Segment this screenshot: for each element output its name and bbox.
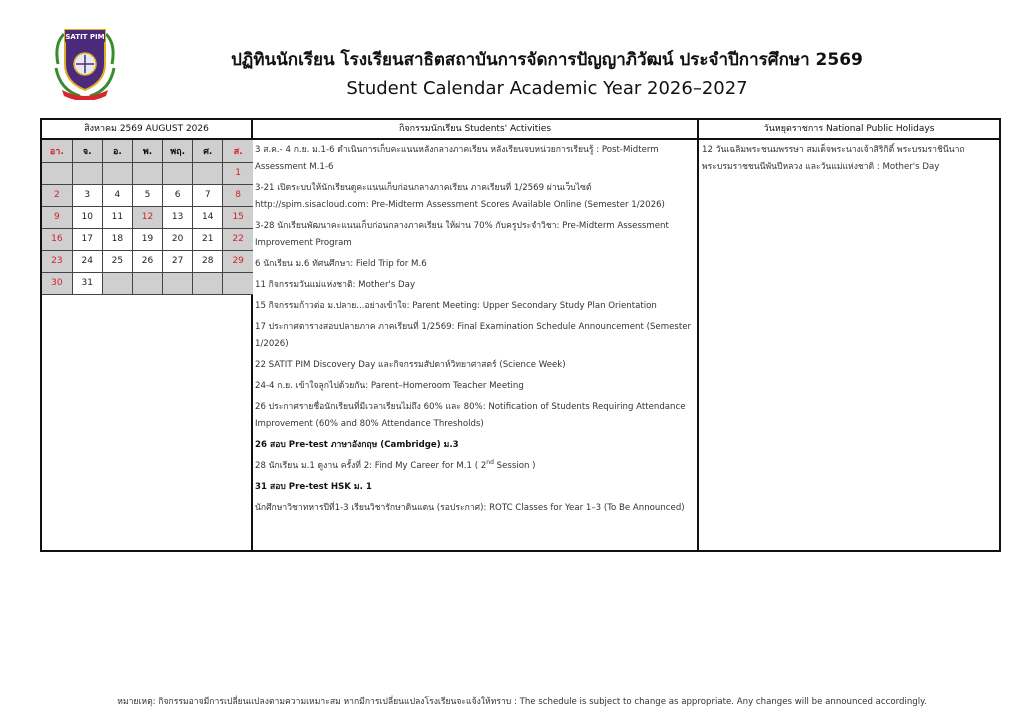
day-cell: 6 [163,184,193,206]
activity-item-career [255,458,695,475]
day-cell: 28 [193,250,223,272]
day-cell: 2 [42,184,72,206]
activity-item: 3-28 นักเรียนพัฒนาคะแนนเก็บก่อนกลางภาคเรียน ให้ผ่าน 70% กับครูประจำวิชา: Pre-Midterm Assessment Improvement Program [255,221,669,248]
day-cell: 30 [42,272,72,294]
weekday-header: พ. [132,140,162,162]
day-cell: 20 [163,228,193,250]
week-row [42,162,253,184]
weekday-header: ศ. [193,140,223,162]
day-cell: 31 [72,272,102,294]
week-row [42,250,253,272]
page-title-english: Student Calendar Academic Year 2026–2027 [346,78,748,99]
activity-item: 11 กิจกรรมวันแม่แห่งชาติ: Mother's Day [255,280,416,290]
holidays-header: วันหยุดราชการ National Public Holidays [699,120,999,140]
day-cell: 14 [193,206,223,228]
activities-column [253,120,699,550]
footer-note: หมายเหตุ: กิจกรรมอาจมีการเปลี่ยนแปลงตามความเหมาะสม หากมีการเปลี่ยนแปลงโรงเรียนจะแจ้งให้ทราบ : The schedule is subject to change as appropriate. Any changes will be announced accordingly. [117,697,927,707]
day-cell: 21 [193,228,223,250]
activity-item: 22 SATIT PIM Discovery Day และกิจกรรมสัปดาห์วิทยาศาสตร์ (Science Week) [255,360,566,370]
day-cell: 4 [102,184,132,206]
activity-item: 24-4 ก.ย. เข้าใจลูกไปด้วยกัน: Parent–Homeroom Teacher Meeting [255,381,524,391]
empty-day-cell [42,162,72,184]
day-cell: 5 [132,184,162,206]
day-cell: 3 [72,184,102,206]
holiday-item: 12 วันเฉลิมพระชนมพรรษา สมเด็จพระนางเจ้าสิริกิติ์ พระบรมราชินีนาถ พระบรมราชชนนีพันปีหลวง และวันแม่แห่งชาติ : Mother's Day [702,145,965,172]
activity-item: นักศึกษาวิชาทหารปีที่1-3 เรียนวิชารักษาดินแดน (รอประกาศ): ROTC Classes for Year 1–3 (To Be Announced) [255,503,685,513]
weekday-header: ส. [223,140,253,162]
activities-header: กิจกรรมนักเรียน Students' Activities [253,120,697,140]
day-cell: 18 [102,228,132,250]
weekday-header: อ. [102,140,132,162]
day-cell: 9 [42,206,72,228]
day-cell: 22 [223,228,253,250]
week-row [42,228,253,250]
day-cell: 12 [132,206,162,228]
activity-item: 3 ส.ค.- 4 ก.ย. ม.1-6 ดำเนินการเก็บคะแนนหลังกลางภาคเรียน หลังเรียนจบหน่วยการเรียนรู้ : Post-Midterm Assessment M.1-6 [255,145,659,172]
weekday-header: พฤ. [163,140,193,162]
empty-day-cell [102,162,132,184]
month-grid [42,140,253,295]
day-cell: 19 [132,228,162,250]
empty-day-cell [132,272,162,294]
activity-item: 3-21 เปิดระบบให้นักเรียนดูคะแนนเก็บก่อนกลางภาคเรียน ภาคเรียนที่ 1/2569 ผ่านเว็บไซต์ http://spim.sisacloud.com: Pre-Midterm Assessment Scores Available Online (Semester 1/2026) [255,183,665,210]
day-cell: 26 [132,250,162,272]
activity-item: 6 นักเรียน ม.6 ทัศนศึกษา: Field Trip for M.6 [255,259,427,269]
empty-day-cell [163,272,193,294]
activity-item-exam: 26 สอบ Pre-test ภาษาอังกฤษ (Cambridge) ม.3 [255,440,459,450]
empty-day-cell [72,162,102,184]
school-crest-icon [50,24,120,100]
calendar-table [40,118,1001,552]
empty-day-cell [193,272,223,294]
holidays-list [699,140,999,178]
weekday-header: จ. [72,140,102,162]
career-superscript: nd [486,459,494,467]
activity-item: 17 ประกาศตารางสอบปลายภาค ภาคเรียนที่ 1/2569: Final Examination Schedule Announcement (Semester 1/2026) [255,322,692,349]
day-cell: 23 [42,250,72,272]
day-cell: 13 [163,206,193,228]
svg-text:SATIT PIM: SATIT PIM [65,33,105,41]
empty-day-cell [193,162,223,184]
day-cell: 25 [102,250,132,272]
page-title-thai: ปฏิทินนักเรียน โรงเรียนสาธิตสถาบันการจัดการปัญญาภิวัฒน์ ประจำปีการศึกษา 2569 [231,50,863,70]
day-cell: 11 [102,206,132,228]
day-cell: 17 [72,228,102,250]
day-cell: 24 [72,250,102,272]
weekday-header: อา. [42,140,72,162]
career-text-end: Session ) [493,461,536,471]
activities-list [253,140,697,521]
week-row [42,184,253,206]
empty-day-cell [163,162,193,184]
week-row [42,206,253,228]
activity-item: 26 ประกาศรายชื่อนักเรียนที่มีเวลาเรียนไม่ถึง 60% และ 80%: Notification of Students Requiring Attendance Improvement (60% and 80% Attendance Thresholds) [255,402,686,429]
activity-item-exam: 31 สอบ Pre-test HSK ม. 1 [255,482,372,492]
empty-day-cell [102,272,132,294]
school-logo [50,24,120,100]
month-calendar-column [42,120,253,550]
day-cell: 15 [223,206,253,228]
month-header: สิงหาคม 2569 AUGUST 2026 [42,120,251,140]
day-cell: 8 [223,184,253,206]
career-text: 28 นักเรียน ม.1 ดูงาน ครั้งที่ 2: Find My Career for M.1 ( 2 [255,461,487,471]
day-cell: 1 [223,162,253,184]
week-row [42,272,253,294]
empty-day-cell [223,272,253,294]
day-cell: 10 [72,206,102,228]
empty-day-cell [132,162,162,184]
day-cell: 29 [223,250,253,272]
day-cell: 16 [42,228,72,250]
activity-item: 15 กิจกรรมก้าวต่อ ม.ปลาย...อย่างเข้าใจ: Parent Meeting: Upper Secondary Study Plan Orientation [255,301,657,311]
holidays-column [699,120,999,550]
day-cell: 27 [163,250,193,272]
day-cell: 7 [193,184,223,206]
